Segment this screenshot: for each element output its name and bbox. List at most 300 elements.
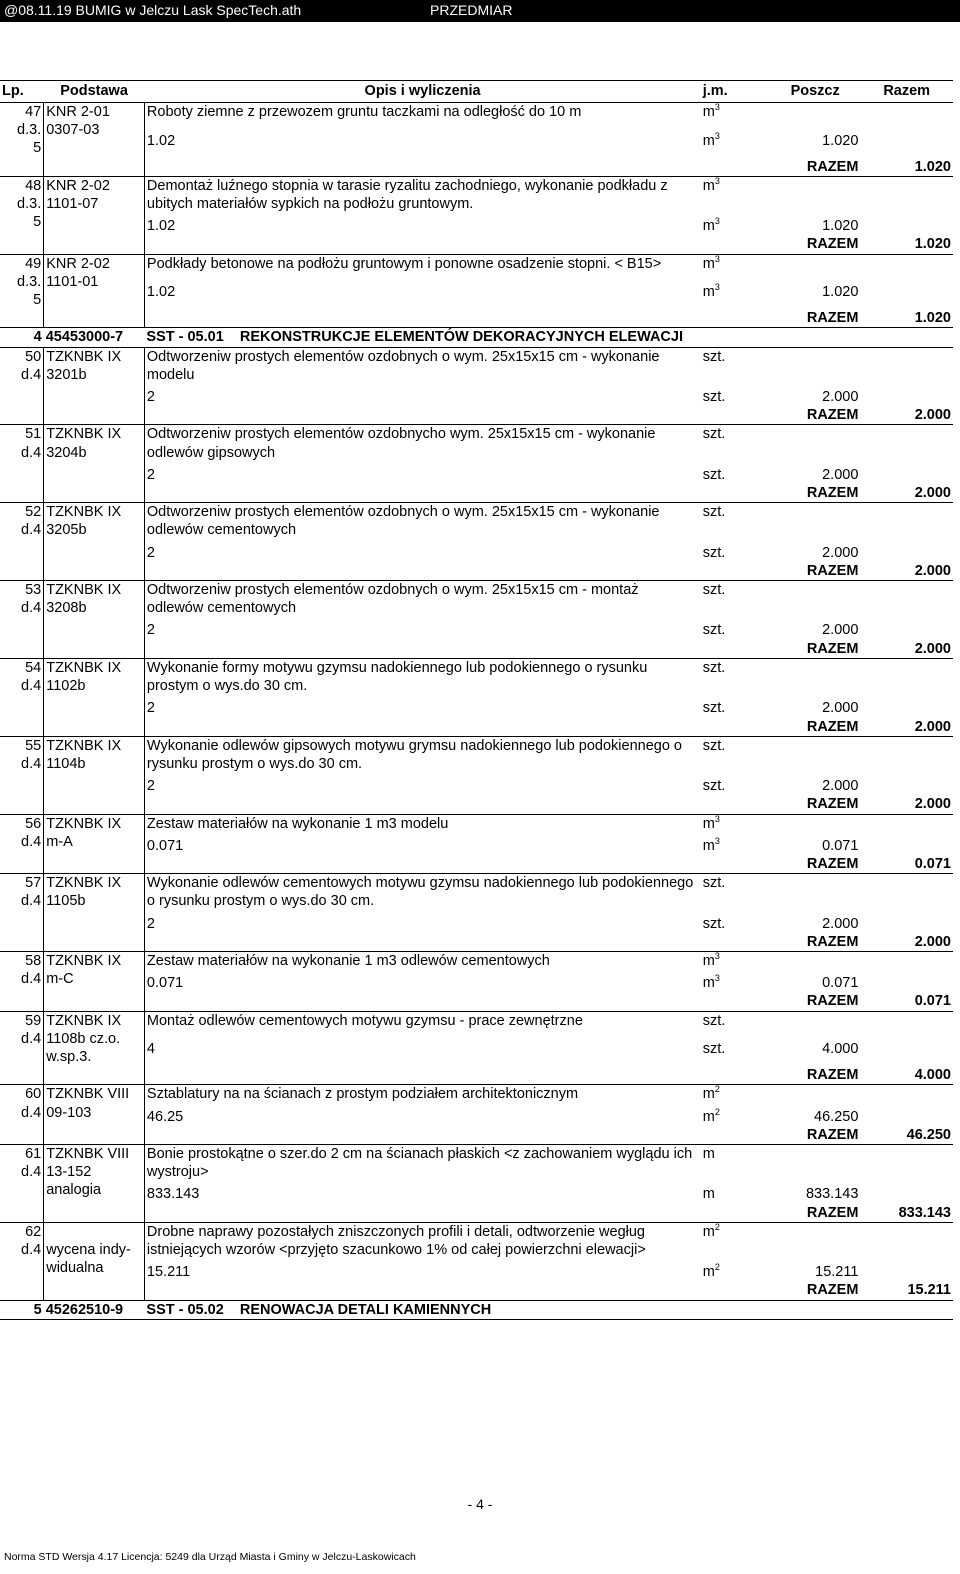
item-lp: [0, 1085, 44, 1126]
item-spacer: [860, 128, 953, 158]
razem-spacer: [701, 406, 770, 425]
item-spacer: [860, 425, 953, 462]
razem-label: RAZEM: [806, 310, 859, 327]
item-poszcz: 1.020: [822, 132, 859, 149]
razem-spacer: [0, 1126, 44, 1145]
item-podstawa-line: KNR 2-01: [46, 104, 110, 120]
header-right: PRZEDMIAR: [430, 2, 513, 18]
item-unit: szt.: [701, 347, 770, 384]
item-calc-unit: szt.: [702, 622, 726, 639]
razem-row: [0, 855, 953, 874]
razem-spacer: [44, 640, 145, 659]
item-calc: 2: [144, 617, 700, 639]
item-calc-unit: szt.: [702, 915, 726, 932]
item-lp: [0, 103, 44, 158]
item-podstawa: [44, 1222, 145, 1281]
item-podstawa: [44, 658, 145, 717]
item-calc-unit: szt.: [702, 700, 726, 717]
item-calc-unit: $m^3$: [702, 973, 720, 992]
item-podstawa-line: 1101-07: [46, 196, 99, 213]
item-spacer: [860, 970, 953, 992]
razem-label: RAZEM: [806, 1126, 859, 1143]
item-unit: szt.: [701, 736, 770, 773]
item-calc-unit: m: [702, 1186, 715, 1203]
item-calc: 4: [144, 1036, 700, 1066]
item-lp-line: 48: [25, 177, 42, 194]
item-lp-line: d.3.: [17, 122, 42, 139]
item-spacer: [860, 695, 953, 717]
razem-label: RAZEM: [806, 640, 859, 657]
item-calc: 2: [144, 540, 700, 562]
razem-spacer: [144, 1126, 700, 1145]
item-unit: szt.: [701, 425, 770, 462]
item-calc-unit: szt.: [702, 778, 726, 795]
item-lp-line: d.4: [21, 522, 42, 539]
razem-value: 2.000: [914, 640, 951, 657]
item-podstawa-line: TZKNBK VIII: [46, 1086, 130, 1103]
section-title: SST - 05.01 REKONSTRUKCJE ELEMENTÓW DEKORACYJNYCH ELEWACJI: [144, 328, 953, 347]
col-poszcz: Poszcz: [770, 81, 861, 103]
razem-spacer: [701, 640, 770, 659]
item-lp-line: d.4: [21, 755, 42, 772]
razem-label: RAZEM: [806, 1067, 859, 1084]
header-left: @08.11.19 BUMIG w Jelczu Lask SpecTech.ath: [4, 2, 302, 18]
item-lp: [0, 814, 44, 855]
razem-row: [0, 640, 953, 659]
razem-label: RAZEM: [806, 933, 859, 950]
item-lp-line: 53: [25, 582, 42, 599]
razem-value: 1.020: [914, 310, 951, 327]
item-podstawa-line: 1102b: [46, 678, 86, 695]
item-lp-line: d.4: [21, 444, 42, 461]
item-spacer: [860, 581, 953, 618]
razem-spacer: [0, 1204, 44, 1223]
razem-spacer: [44, 992, 145, 1011]
razem-spacer: [701, 484, 770, 503]
item-podstawa: [44, 1085, 145, 1126]
item-poszcz: 4.000: [822, 1041, 859, 1058]
item-poszcz: 2.000: [822, 622, 859, 639]
item-lp-line: 56: [25, 815, 42, 832]
razem-spacer: [701, 1204, 770, 1223]
item-calc: 2: [144, 462, 700, 484]
razem-row: [0, 795, 953, 814]
section-title: SST - 05.02 RENOWACJA DETALI KAMIENNYCH: [144, 1300, 953, 1319]
razem-spacer: [44, 406, 145, 425]
item-row: [0, 425, 953, 462]
item-lp-line: 62: [25, 1223, 42, 1240]
razem-row: [0, 992, 953, 1011]
razem-row: [0, 562, 953, 581]
item-spacer: [860, 1181, 953, 1203]
razem-value: 4.000: [914, 1067, 951, 1084]
item-spacer: [860, 874, 953, 911]
item-podstawa: [44, 581, 145, 640]
item-lp-line: 60: [25, 1086, 42, 1103]
item-lp: [0, 176, 44, 235]
razem-spacer: [144, 933, 700, 952]
razem-value: 15.211: [907, 1282, 951, 1299]
item-podstawa-line: w.sp.3.: [46, 1048, 92, 1065]
razem-row: [0, 484, 953, 503]
razem-spacer: [44, 1066, 145, 1085]
item-lp: [0, 254, 44, 309]
item-podstawa-line: TZKNBK IX: [46, 504, 122, 521]
razem-spacer: [44, 933, 145, 952]
razem-label: RAZEM: [806, 1282, 859, 1299]
item-description: Odtworzeniw prostych elementów ozdobnych o wym. 25x15x15 cm - wykonanie odlewów cementowych: [144, 503, 700, 540]
item-podstawa: [44, 254, 145, 309]
item-podstawa: [44, 736, 145, 795]
item-description: Odtworzeniw prostych elementów ozdobnych o wym. 25x15x15 cm - montaż odlewów cementowych: [144, 581, 700, 618]
item-calc: 1.02: [144, 128, 700, 158]
item-spacer: [860, 1222, 953, 1259]
item-spacer: [860, 1085, 953, 1104]
razem-spacer: [701, 235, 770, 254]
item-calc-unit: $m^3$: [702, 216, 720, 235]
item-podstawa-line: 3208b: [46, 600, 87, 617]
razem-spacer: [44, 1126, 145, 1145]
item-spacer: [860, 1011, 953, 1036]
item-spacer: [770, 874, 861, 911]
razem-spacer: [44, 1281, 145, 1300]
item-lp-line: 59: [25, 1012, 42, 1029]
item-poszcz: 2.000: [822, 915, 859, 932]
item-row: [0, 1011, 953, 1036]
razem-spacer: [701, 158, 770, 177]
item-lp-line: d.4: [21, 893, 42, 910]
razem-spacer: [144, 1066, 700, 1085]
table-body: [0, 103, 953, 1320]
razem-spacer: [44, 484, 145, 503]
item-unit: $m^2$: [701, 1085, 770, 1104]
item-unit: $m^3$: [701, 254, 770, 279]
item-spacer: [860, 1104, 953, 1126]
item-lp: [0, 736, 44, 795]
item-calc-unit: $m^3$: [702, 282, 720, 301]
razem-spacer: [44, 795, 145, 814]
item-podstawa-line: 1105b: [46, 893, 86, 910]
razem-row: [0, 235, 953, 254]
item-poszcz: 46.250: [814, 1108, 859, 1125]
item-spacer: [860, 384, 953, 406]
item-lp-line: d.4: [21, 1030, 42, 1047]
razem-row: [0, 933, 953, 952]
razem-value: 46.250: [906, 1126, 951, 1143]
item-spacer: [770, 658, 861, 695]
item-description: Demontaż luźnego stopnia w tarasie ryzalitu zachodniego, wykonanie podkładu z ubitych materiałów sypkich na podłożu gruntowym.: [144, 176, 700, 213]
item-lp-line: d.4: [21, 1164, 42, 1181]
razem-row: [0, 1126, 953, 1145]
razem-spacer: [701, 1066, 770, 1085]
col-jm: j.m.: [701, 81, 770, 103]
item-podstawa-line: [46, 1223, 142, 1241]
razem-spacer: [0, 562, 44, 581]
razem-spacer: [44, 1204, 145, 1223]
item-lp-line: 5: [33, 140, 42, 157]
item-spacer: [770, 736, 861, 773]
item-poszcz: 1.020: [822, 218, 859, 235]
razem-spacer: [144, 718, 700, 737]
item-row: [0, 1222, 953, 1259]
item-podstawa-line: widualna: [46, 1260, 104, 1277]
item-podstawa-line: m-C: [46, 971, 74, 988]
razem-spacer: [0, 795, 44, 814]
razem-spacer: [701, 855, 770, 874]
col-razem: Razem: [860, 81, 953, 103]
item-spacer: [860, 347, 953, 384]
item-poszcz: 0.071: [822, 837, 859, 854]
item-spacer: [860, 176, 953, 213]
footer-license: Norma STD Wersja 4.17 Licencja: 5249 dla Urząd Miasta i Gminy w Jelczu-Laskowicach: [4, 1551, 416, 1563]
razem-spacer: [0, 933, 44, 952]
item-calc: 0.071: [144, 970, 700, 992]
section-code: 45453000-7: [44, 328, 145, 347]
razem-spacer: [701, 933, 770, 952]
razem-label: RAZEM: [806, 993, 859, 1010]
col-podstawa: Podstawa: [44, 81, 145, 103]
item-lp-line: d.3.: [17, 273, 42, 290]
razem-value: 833.143: [898, 1204, 951, 1221]
item-podstawa-line: 0307-03: [46, 122, 100, 139]
item-calc: 1.02: [144, 213, 700, 235]
item-podstawa-line: 3205b: [46, 522, 87, 539]
item-row: [0, 874, 953, 911]
razem-spacer: [144, 158, 700, 177]
razem-spacer: [44, 309, 145, 328]
razem-label: RAZEM: [806, 796, 859, 813]
item-unit: $m^3$: [701, 814, 770, 833]
item-row: [0, 503, 953, 540]
razem-value: 2.000: [914, 718, 951, 735]
razem-spacer: [0, 309, 44, 328]
item-spacer: [860, 736, 953, 773]
razem-spacer: [44, 158, 145, 177]
item-podstawa: [44, 503, 145, 562]
item-lp: [0, 347, 44, 406]
item-podstawa-line: wycena indy-: [46, 1241, 131, 1258]
razem-label: RAZEM: [806, 485, 859, 502]
item-spacer: [860, 213, 953, 235]
razem-row: [0, 406, 953, 425]
item-podstawa: [44, 1011, 145, 1066]
item-spacer: [860, 814, 953, 833]
item-spacer: [860, 279, 953, 309]
item-spacer: [770, 1222, 861, 1259]
item-spacer: [770, 1144, 861, 1181]
item-calc: 46.25: [144, 1104, 700, 1126]
item-row: [0, 951, 953, 970]
razem-value: 0.071: [914, 993, 951, 1010]
item-lp: [0, 1144, 44, 1203]
item-poszcz: 2.000: [822, 466, 859, 483]
item-lp-line: d.4: [21, 1241, 42, 1258]
item-spacer: [770, 814, 861, 833]
item-spacer: [860, 833, 953, 855]
item-row: [0, 581, 953, 618]
item-unit: $m^3$: [701, 176, 770, 213]
item-spacer: [860, 503, 953, 540]
item-spacer: [860, 1144, 953, 1181]
razem-value: 2.000: [914, 933, 951, 950]
top-bar: [0, 0, 960, 22]
item-podstawa-line: KNR 2-02: [46, 255, 110, 272]
item-unit: szt.: [701, 581, 770, 618]
razem-row: [0, 718, 953, 737]
razem-spacer: [144, 1281, 700, 1300]
razem-spacer: [701, 309, 770, 328]
item-lp-line: d.4: [21, 678, 42, 695]
razem-value: 2.000: [914, 485, 951, 502]
item-poszcz: 0.071: [822, 975, 859, 992]
item-spacer: [770, 503, 861, 540]
item-description: Bonie prostokątne o szer.do 2 cm na ścianach płaskich <z zachowaniem wyglądu ich wystroju>: [144, 1144, 700, 1181]
razem-spacer: [0, 484, 44, 503]
item-lp: [0, 1011, 44, 1066]
item-poszcz: 2.000: [822, 700, 859, 717]
razem-value: 2.000: [914, 796, 951, 813]
section-lp: 4: [0, 328, 44, 347]
item-spacer: [770, 176, 861, 213]
item-lp-line: d.4: [21, 600, 42, 617]
razem-spacer: [144, 855, 700, 874]
item-lp: [0, 951, 44, 992]
item-row: [0, 1144, 953, 1181]
item-lp-line: 51: [25, 426, 42, 443]
razem-spacer: [0, 406, 44, 425]
razem-spacer: [701, 1126, 770, 1145]
item-spacer: [770, 347, 861, 384]
item-unit: m: [701, 1144, 770, 1181]
razem-spacer: [0, 718, 44, 737]
item-podstawa: [44, 814, 145, 855]
item-podstawa-line: 09-103: [46, 1104, 92, 1121]
razem-spacer: [0, 158, 44, 177]
item-podstawa-line: 3201b: [46, 366, 87, 383]
item-description: Roboty ziemne z przewozem gruntu taczkami na odległość do 10 m: [144, 103, 700, 128]
estimate-table: [0, 80, 953, 1320]
razem-value: 1.020: [914, 158, 951, 175]
item-poszcz: 2.000: [822, 544, 859, 561]
item-lp-line: 50: [25, 348, 42, 365]
razem-spacer: [144, 562, 700, 581]
item-spacer: [860, 1036, 953, 1066]
item-lp: [0, 425, 44, 484]
section-row: [0, 328, 953, 347]
item-calc: 2: [144, 384, 700, 406]
item-calc-unit: szt.: [702, 466, 726, 483]
item-spacer: [860, 462, 953, 484]
razem-spacer: [144, 484, 700, 503]
item-poszcz: 833.143: [805, 1186, 859, 1203]
item-lp: [0, 1222, 44, 1281]
item-calc: 0.071: [144, 833, 700, 855]
item-row: [0, 1085, 953, 1104]
item-row: [0, 103, 953, 128]
razem-label: RAZEM: [806, 1204, 859, 1221]
item-lp-line: d.4: [21, 1104, 42, 1121]
razem-spacer: [0, 1281, 44, 1300]
item-description: Wykonanie odlewów cementowych motywu gzymsu nadokiennego lub podokiennego o rysunku prostym o wys.do 30 cm.: [144, 874, 700, 911]
item-calc-unit: $m^2$: [702, 1106, 720, 1125]
page-number: - 4 -: [467, 1496, 493, 1512]
item-unit: szt.: [701, 658, 770, 695]
item-podstawa: [44, 176, 145, 235]
item-calc-unit: $m^2$: [702, 1262, 720, 1281]
item-lp-line: 58: [25, 952, 42, 969]
section-lp: 5: [0, 1300, 44, 1319]
item-podstawa-line: 13-152: [46, 1164, 92, 1181]
item-spacer: [860, 617, 953, 639]
item-description: Podkłady betonowe na podłożu gruntowym i ponowne osadzenie stopni. < B15>: [144, 254, 700, 279]
item-poszcz: 2.000: [822, 389, 859, 406]
item-calc: 2: [144, 911, 700, 933]
item-unit: $m^3$: [701, 103, 770, 128]
section-code: 45262510-9: [44, 1300, 145, 1319]
razem-spacer: [0, 640, 44, 659]
razem-spacer: [44, 855, 145, 874]
razem-spacer: [0, 235, 44, 254]
razem-row: [0, 1204, 953, 1223]
razem-label: RAZEM: [806, 718, 859, 735]
item-row: [0, 254, 953, 279]
item-lp-line: 52: [25, 504, 42, 521]
item-spacer: [770, 425, 861, 462]
item-podstawa-line: TZKNBK IX: [46, 426, 122, 443]
item-lp-line: 5: [33, 214, 42, 231]
item-lp-line: 5: [33, 292, 42, 309]
razem-spacer: [144, 309, 700, 328]
item-unit: $m^2$: [701, 1222, 770, 1259]
item-calc-unit: $m^3$: [702, 130, 720, 149]
item-calc: 15.211: [144, 1259, 700, 1281]
item-podstawa: [44, 951, 145, 992]
item-spacer: [860, 951, 953, 970]
razem-spacer: [0, 855, 44, 874]
item-podstawa-line: TZKNBK IX: [46, 1012, 122, 1029]
item-podstawa-line: 1104b: [46, 755, 86, 772]
item-podstawa-line: analogia: [46, 1182, 102, 1199]
item-lp-line: d.4: [21, 971, 42, 988]
item-spacer: [860, 658, 953, 695]
razem-row: [0, 1066, 953, 1085]
item-calc-unit: $m^3$: [702, 835, 720, 854]
item-podstawa-line: 3204b: [46, 444, 87, 461]
item-unit: szt.: [701, 503, 770, 540]
item-podstawa-line: TZKNBK IX: [46, 815, 122, 832]
razem-spacer: [44, 718, 145, 737]
item-podstawa-line: TZKNBK VIII: [46, 1145, 130, 1162]
item-podstawa-line: m-A: [46, 833, 73, 850]
item-lp: [0, 874, 44, 933]
item-podstawa: [44, 103, 145, 158]
item-podstawa-line: 1108b cz.o.: [46, 1030, 121, 1047]
item-unit: $m^3$: [701, 951, 770, 970]
razem-label: RAZEM: [806, 236, 859, 253]
razem-spacer: [701, 795, 770, 814]
razem-spacer: [701, 562, 770, 581]
razem-spacer: [701, 718, 770, 737]
item-poszcz: 2.000: [822, 778, 859, 795]
item-calc: 833.143: [144, 1181, 700, 1203]
item-row: [0, 176, 953, 213]
item-calc-unit: szt.: [702, 544, 726, 561]
item-calc: 2: [144, 773, 700, 795]
item-description: Odtworzeniw prostych elementów ozdobnycho wym. 25x15x15 cm - wykonanie odlewów gipsowych: [144, 425, 700, 462]
razem-spacer: [144, 406, 700, 425]
item-calc: 1.02: [144, 279, 700, 309]
razem-spacer: [701, 992, 770, 1011]
